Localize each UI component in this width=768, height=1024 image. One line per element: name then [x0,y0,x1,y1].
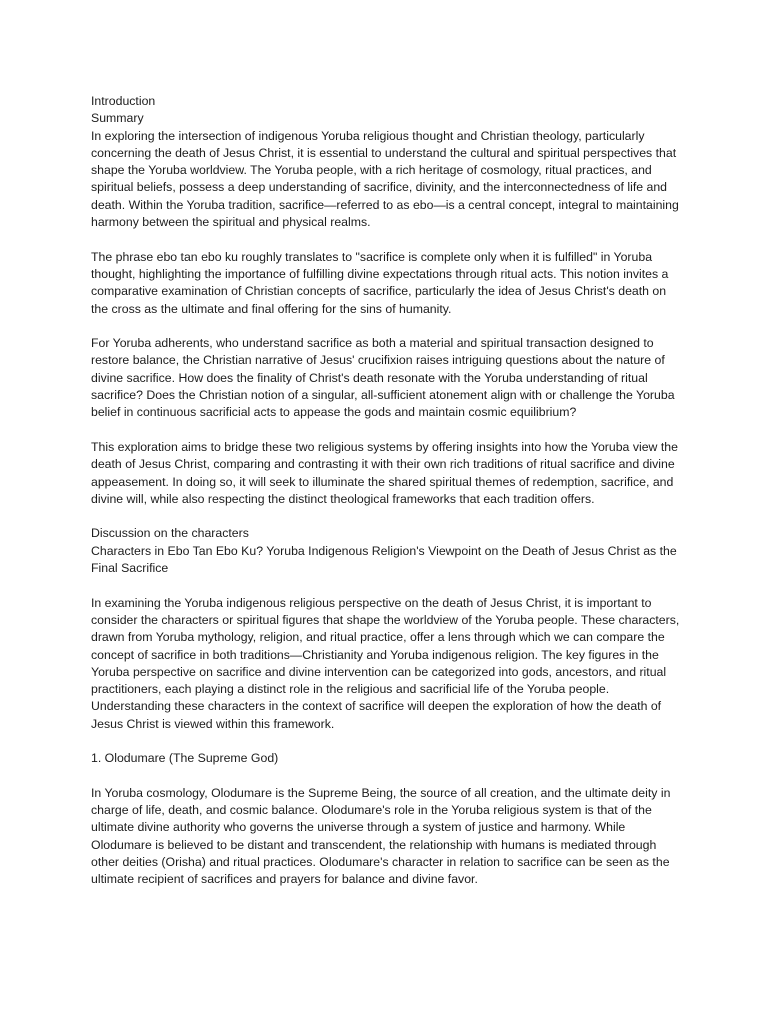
characters-intro-paragraph: In examining the Yoruba indigenous religious perspective on the death of Jesus Christ, it is important to consider the characters or spiritual figures that shape the worldview of the Yoruba people. These characters, drawn from Yoruba mythology, religion, and ritual practice, offer a lens through which we can compare the concept of sacrifice in both traditions—Christianity and Yoruba indigenous religion. The key figures in the Yoruba perspective on sacrifice and divine intervention can be categorized into gods, ancestors, and ritual practitioners, each playing a distinct role in the religious and sacrificial life of the Yoruba people. Understanding these characters in the context of sacrifice will deepen the exploration of how the death of Jesus Christ is viewed within this framework. [91,595,680,731]
item-1-heading: 1. Olodumare (The Supreme God) [91,751,279,766]
intro-paragraph-1: In exploring the intersection of indigenous Yoruba religious thought and Christian theology, particularly concerning the death of Jesus Christ, it is essential to understand the cultural and spiritual perspectives that shape the Yoruba worldview. The Yoruba people, with a rich heritage of cosmology, ritual practices, and spiritual beliefs, possess a deep understanding of sacrifice, divinity, and the interconnectedness of life and death. Within the Yoruba tradition, sacrifice—referred to as ebo—is a central concept, integral to maintaining harmony between the spiritual and physical realms. [91,128,679,230]
item-1-paragraph: In Yoruba cosmology, Olodumare is the Supreme Being, the source of all creation, and the ultimate deity in charge of life, death, and cosmic balance. Olodumare's role in the Yoruba religious system is that of the ultimate divine authority who governs the universe through a system of justice and harmony. While Olodumare is believed to be distant and transcendent, the relationship with humans is mediated through other deities (Orisha) and ritual practices. Olodumare's character in relation to sacrifice can be seen as the ultimate recipient of sacrifices and prayers for balance and divine favor. [91,785,671,887]
intro-paragraph-2: The phrase ebo tan ebo ku roughly translates to "sacrifice is complete only when it is fulfilled" in Yoruba thought, highlighting the importance of fulfilling divine expectations through ritual acts. This notion invites a comparative examination of Christian concepts of sacrifice, particularly the idea of Jesus Christ's death on the cross as the ultimate and final offering for the sins of humanity. [91,249,669,316]
intro-paragraph-4: This exploration aims to bridge these two religious systems by offering insights into how the Yoruba view the death of Jesus Christ, comparing and contrasting it with their own rich traditions of ritual sacrifice and divine appeasement. In doing so, it will seek to illuminate the shared spiritual themes of redemption, sacrifice, and divine will, while also respecting the distinct theological frameworks that each tradition offers. [91,439,678,506]
intro-paragraph-3: For Yoruba adherents, who understand sacrifice as both a material and spiritual transaction designed to restore balance, the Christian narrative of Jesus' crucifixion raises intriguing questions about the nature of divine sacrifice. How does the finality of Christ's death resonate with the Yoruba understanding of ritual sacrifice? Does the Christian notion of a singular, all-sufficient atonement align with or challenge the Yoruba belief in continuous sacrificial acts to appease the gods and maintain cosmic equilibrium? [91,336,675,420]
heading-discussion: Discussion on the characters [91,526,249,541]
section-title: Characters in Ebo Tan Ebo Ku? Yoruba Indigenous Religion's Viewpoint on the Death of Jesus Christ as the Final Sacrifice [91,543,677,576]
document-page [91,93,681,889]
heading-summary: Summary [91,111,144,126]
heading-introduction: Introduction [91,94,156,108]
